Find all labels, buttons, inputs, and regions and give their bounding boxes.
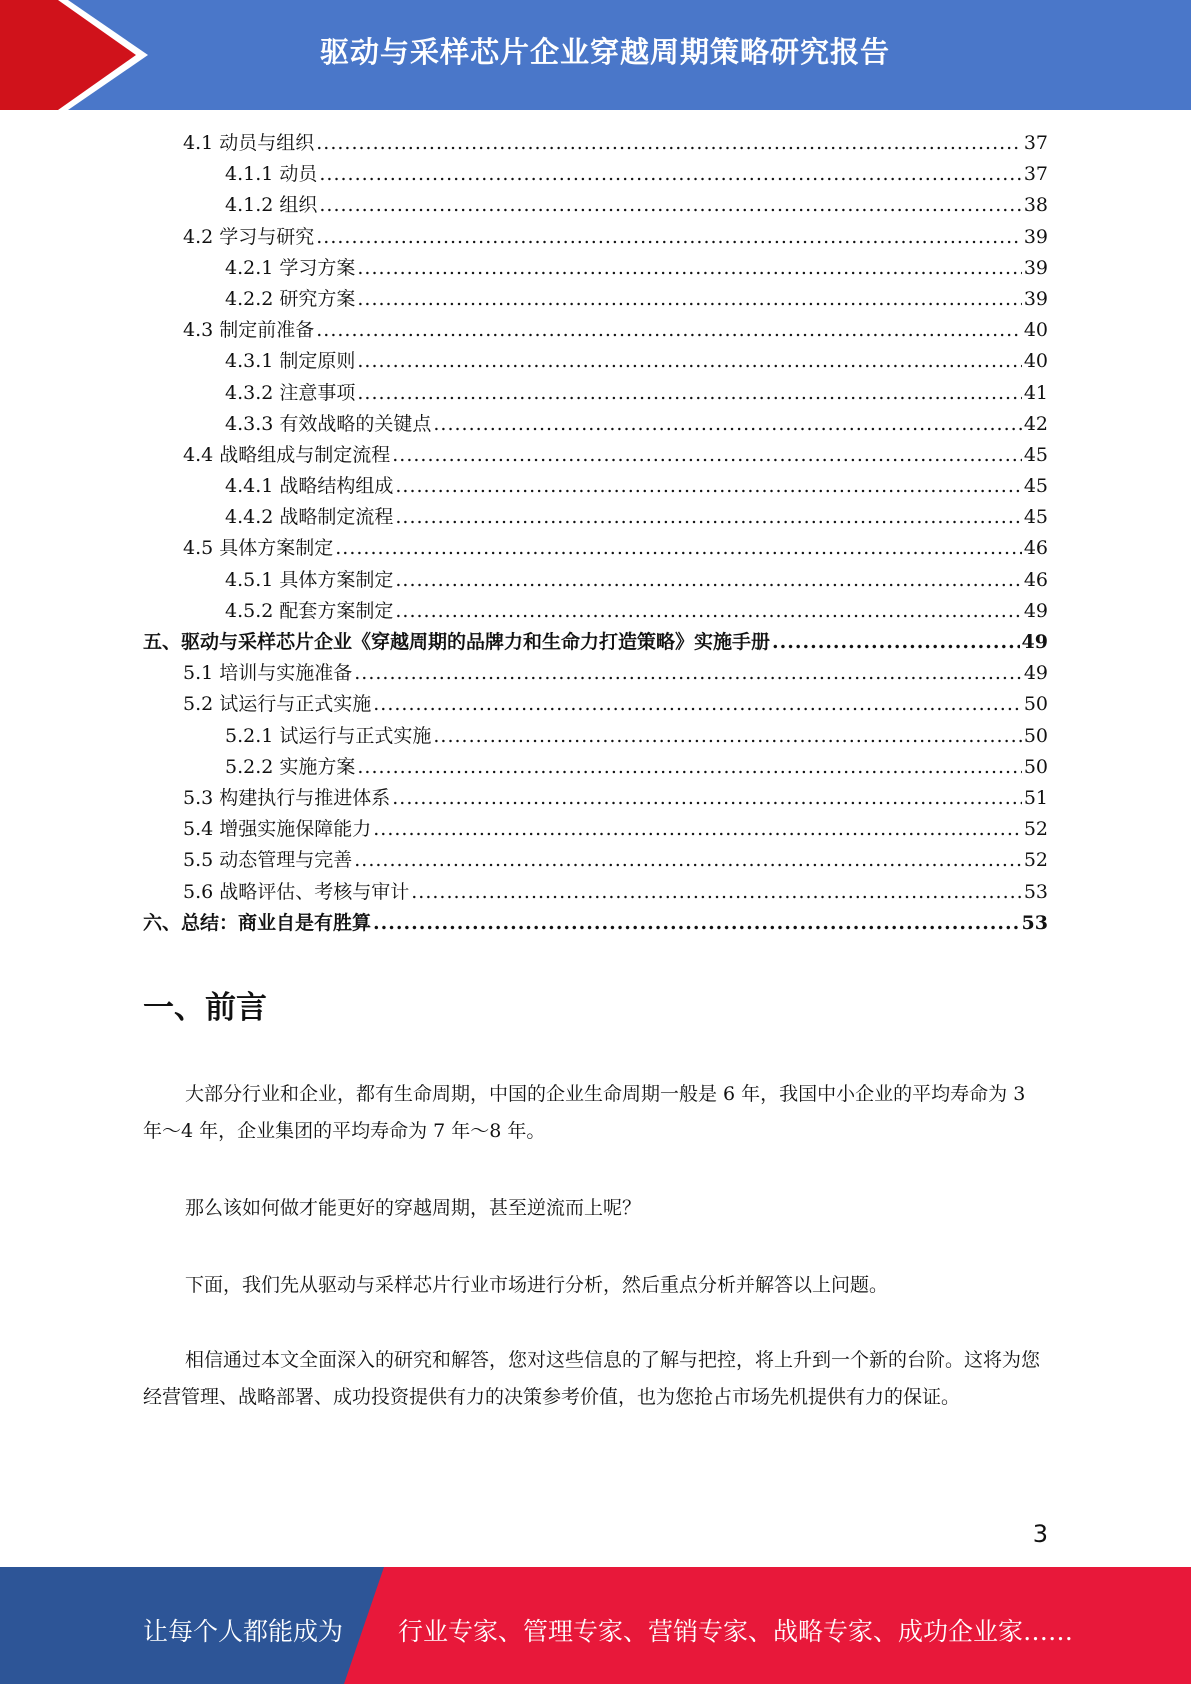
toc-entry-label: 4.3.3 有效战略的关键点	[225, 412, 432, 435]
toc-entry-page: 38	[1023, 194, 1048, 217]
toc-entry[interactable]	[143, 627, 1048, 658]
toc-leader-dots	[357, 756, 1021, 778]
toc-leader-dots	[316, 319, 1022, 341]
toc-entry[interactable]	[143, 378, 1048, 409]
toc-entry-label: 4.1.2 组织	[225, 194, 318, 217]
toc-entry-page: 46	[1023, 537, 1048, 560]
toc-entry[interactable]	[143, 533, 1048, 564]
toc-entry-label: 5.2.1 试运行与正式实施	[225, 724, 432, 747]
toc-entry[interactable]	[143, 596, 1048, 627]
toc-entry[interactable]	[143, 565, 1048, 596]
toc-entry-label: 4.1.1 动员	[225, 163, 318, 186]
toc-entry[interactable]	[143, 471, 1048, 502]
toc-entry-page: 39	[1023, 256, 1048, 279]
toc-entry[interactable]	[143, 845, 1048, 876]
toc-entry[interactable]	[143, 721, 1048, 752]
toc-entry-page: 42	[1023, 412, 1048, 435]
header-banner	[0, 0, 1191, 110]
toc-entry-label: 五、驱动与采样芯片企业《穿越周期的品牌力和生命力打造策略》实施手册	[143, 631, 771, 653]
toc-entry[interactable]	[143, 658, 1048, 689]
toc-leader-dots	[357, 257, 1021, 279]
page-number: 3	[1032, 1520, 1048, 1548]
toc-leader-dots	[316, 132, 1022, 154]
header-title: 驱动与采样芯片企业穿越周期策略研究报告	[320, 35, 891, 69]
toc-leader-dots	[772, 631, 1020, 653]
toc-entry-page: 45	[1023, 443, 1048, 466]
footer-slogan-right: 行业专家、管理专家、营销专家、战略专家、成功企业家……	[398, 1617, 1074, 1646]
toc-entry-page: 39	[1023, 287, 1048, 310]
toc-entry-page: 41	[1023, 381, 1048, 404]
toc-leader-dots	[395, 569, 1021, 591]
toc-entry-page: 52	[1023, 849, 1048, 872]
toc-entry-label: 5.2.2 实施方案	[225, 755, 356, 778]
toc-entry[interactable]	[143, 409, 1048, 440]
toc-entry-label: 5.3 构建执行与推进体系	[183, 786, 391, 809]
footer-banner	[0, 1567, 1191, 1684]
toc-entry-page: 52	[1023, 818, 1048, 841]
toc-entry-label: 4.4 战略组成与制定流程	[183, 443, 391, 466]
toc-leader-dots	[373, 818, 1022, 840]
toc-entry-label: 4.2 学习与研究	[183, 225, 315, 248]
toc-leader-dots	[354, 849, 1022, 871]
toc-entry[interactable]	[143, 752, 1048, 783]
table-of-contents	[143, 128, 1048, 939]
toc-entry[interactable]	[143, 502, 1048, 533]
paragraph: 大部分行业和企业，都有生命周期，中国的企业生命周期一般是 6 年，我国中小企业的平均寿命为 3 年～4 年，企业集团的平均寿命为 7 年～8 年。	[143, 1083, 1026, 1142]
toc-entry-label: 六、总结：商业自是有胜算	[143, 911, 372, 934]
toc-entry-page: 40	[1023, 350, 1048, 373]
toc-entry-label: 4.4.2 战略制定流程	[225, 506, 394, 529]
section-heading: 一、前言	[143, 990, 267, 1026]
toc-entry-page: 53	[1021, 911, 1048, 934]
toc-entry[interactable]	[143, 877, 1048, 908]
toc-entry[interactable]	[143, 440, 1048, 471]
toc-leader-dots	[395, 475, 1021, 497]
toc-entry[interactable]	[143, 315, 1048, 346]
toc-entry[interactable]	[143, 284, 1048, 315]
toc-leader-dots	[373, 693, 1022, 715]
toc-entry-page: 50	[1023, 693, 1048, 716]
toc-leader-dots	[335, 537, 1022, 559]
toc-entry[interactable]	[143, 689, 1048, 720]
toc-leader-dots	[395, 600, 1021, 622]
toc-leader-dots	[319, 194, 1021, 216]
toc-entry[interactable]	[143, 783, 1048, 814]
toc-entry-label: 4.3.2 注意事项	[225, 381, 356, 404]
toc-leader-dots	[357, 382, 1021, 404]
paragraph: 下面，我们先从驱动与采样芯片行业市场进行分析，然后重点分析并解答以上问题。	[185, 1274, 889, 1296]
toc-leader-dots	[319, 163, 1021, 185]
toc-leader-dots	[354, 662, 1022, 684]
toc-entry[interactable]	[143, 253, 1048, 284]
toc-entry-label: 5.4 增强实施保障能力	[183, 818, 372, 841]
toc-entry-page: 49	[1023, 599, 1048, 622]
toc-entry-label: 4.5 具体方案制定	[183, 537, 334, 560]
toc-entry-page: 50	[1023, 755, 1048, 778]
footer-slogan-left: 让每个人都能成为	[143, 1617, 344, 1646]
toc-entry-page: 37	[1023, 163, 1048, 186]
toc-leader-dots	[392, 787, 1022, 809]
toc-entry-label: 4.1 动员与组织	[183, 132, 315, 154]
toc-entry-page: 45	[1023, 506, 1048, 529]
toc-entry-page: 49	[1023, 662, 1048, 685]
toc-leader-dots	[411, 881, 1022, 903]
toc-entry[interactable]	[143, 908, 1048, 939]
toc-leader-dots	[433, 413, 1021, 435]
toc-entry-page: 39	[1023, 225, 1048, 248]
toc-entry[interactable]	[143, 222, 1048, 253]
toc-leader-dots	[395, 506, 1021, 528]
toc-leader-dots	[357, 288, 1021, 310]
toc-entry-page: 40	[1023, 319, 1048, 342]
paragraph: 相信通过本文全面深入的研究和解答，您对这些信息的了解与把控，将上升到一个新的台阶。这将为您经营管理、战略部署、成功投资提供有力的决策参考价值，也为您抢占市场先机提供有力的保证。	[143, 1349, 1041, 1408]
toc-entry-label: 4.3 制定前准备	[183, 319, 315, 342]
toc-entry-page: 50	[1023, 724, 1048, 747]
toc-leader-dots	[316, 226, 1022, 248]
toc-entry-label: 4.5.2 配套方案制定	[225, 599, 394, 622]
toc-entry-label: 5.1 培训与实施准备	[183, 662, 353, 685]
toc-entry-label: 4.3.1 制定原则	[225, 350, 356, 373]
toc-entry[interactable]	[143, 346, 1048, 377]
toc-entry-page: 45	[1023, 475, 1048, 498]
toc-entry-label: 4.4.1 战略结构组成	[225, 475, 394, 498]
toc-entry-page: 46	[1023, 568, 1048, 591]
toc-entry-label: 5.2 试运行与正式实施	[183, 693, 372, 716]
toc-leader-dots	[373, 912, 1020, 934]
toc-leader-dots	[392, 444, 1022, 466]
toc-entry-page: 51	[1023, 786, 1048, 809]
toc-entry-page: 49	[1021, 631, 1048, 653]
toc-leader-dots	[433, 725, 1021, 747]
paragraph: 那么该如何做才能更好的穿越周期，甚至逆流而上呢？	[185, 1197, 642, 1219]
toc-entry[interactable]	[143, 128, 1048, 159]
toc-entry-page: 53	[1023, 880, 1048, 903]
toc-entry-page: 37	[1023, 132, 1048, 154]
toc-entry[interactable]	[143, 159, 1048, 190]
toc-leader-dots	[357, 350, 1021, 372]
toc-entry-label: 5.6 战略评估、考核与审计	[183, 880, 410, 903]
toc-entry-label: 4.2.2 研究方案	[225, 287, 356, 310]
toc-entry[interactable]	[143, 190, 1048, 221]
toc-entry[interactable]	[143, 814, 1048, 845]
toc-entry-label: 5.5 动态管理与完善	[183, 849, 353, 872]
toc-entry-label: 4.2.1 学习方案	[225, 256, 356, 279]
toc-entry-label: 4.5.1 具体方案制定	[225, 568, 394, 591]
